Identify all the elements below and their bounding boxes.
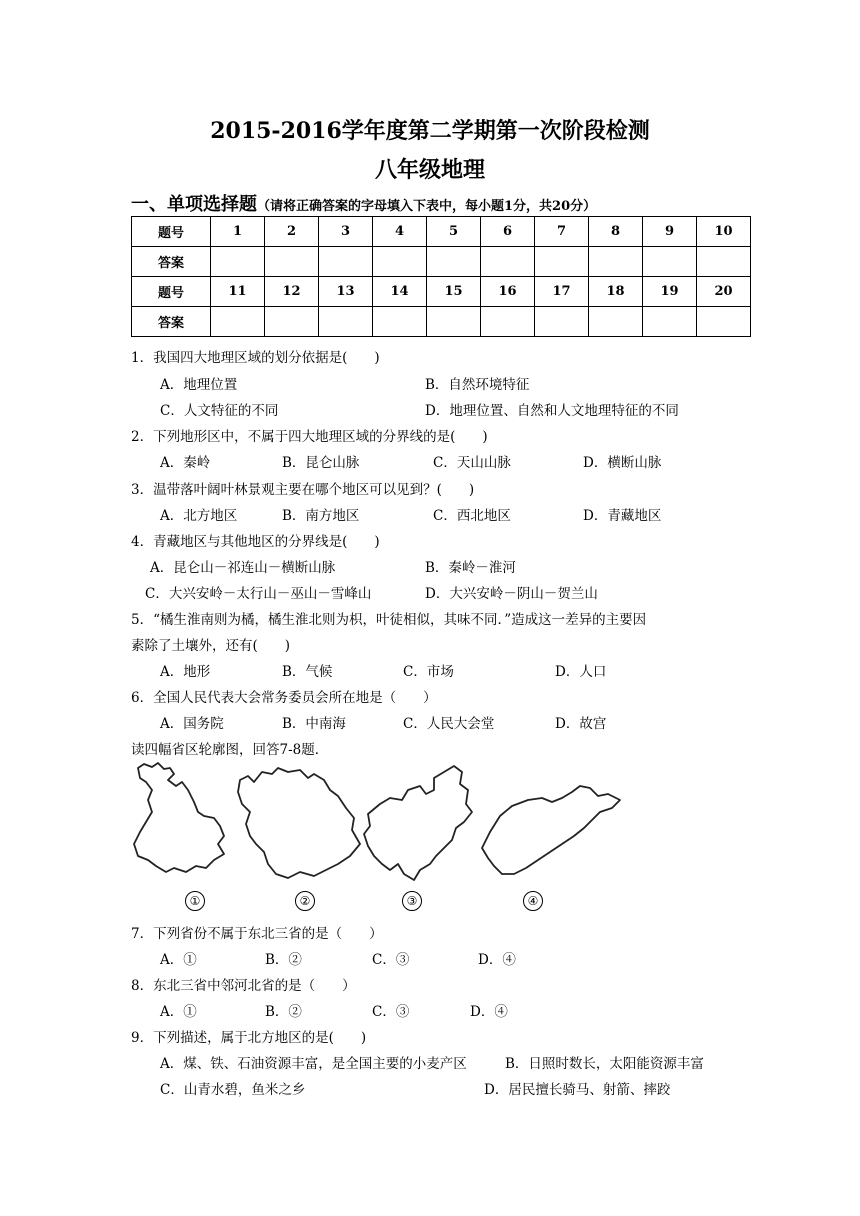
answer-cell[interactable] — [211, 247, 265, 277]
section-note: （请将正确答案的字母填入下表中，每小题1分，共20分） — [257, 199, 597, 214]
question-number-cell: 14 — [373, 277, 427, 307]
answer-cell[interactable] — [319, 247, 373, 277]
section-heading — [131, 190, 596, 216]
question-number-cell: 1 — [211, 217, 265, 247]
question-stem: 8．东北三省中邻河北省的是（ ） — [131, 978, 356, 994]
table-header-cell: 答案 — [132, 307, 211, 337]
answer-cell[interactable] — [265, 247, 319, 277]
option-b: B．中南海 — [282, 716, 346, 732]
question-number-cell: 8 — [589, 217, 643, 247]
question-number-cell: 5 — [427, 217, 481, 247]
answer-table — [131, 216, 751, 337]
option-b: B．气候 — [282, 664, 333, 680]
table-header-cell: 题号 — [132, 277, 211, 307]
map-label-2: ② — [295, 891, 315, 911]
option-c: C．市场 — [403, 664, 454, 680]
exam-subtitle: 八年级地理 — [374, 157, 485, 183]
question-stem: 3．温带落叶阔叶林景观主要在哪个地区可以见到？( ) — [131, 482, 475, 498]
question-number-cell: 20 — [697, 277, 751, 307]
option-a: A．国务院 — [160, 716, 224, 732]
option-b: B．秦岭－淮河 — [425, 560, 516, 576]
answer-cell[interactable] — [265, 307, 319, 337]
question-number-cell: 3 — [319, 217, 373, 247]
province-outline-1 — [134, 763, 224, 872]
question-stem: 7．下列省份不属于东北三省的是（ ） — [131, 926, 383, 942]
question-number-cell: 12 — [265, 277, 319, 307]
option-c: C．③ — [372, 1004, 410, 1020]
question-number-cell: 19 — [643, 277, 697, 307]
answer-cell[interactable] — [427, 307, 481, 337]
question-stem: 9．下列描述，属于北方地区的是( ) — [131, 1030, 367, 1046]
option-c: C．③ — [372, 952, 410, 968]
option-b: B．南方地区 — [282, 508, 360, 524]
table-row — [132, 307, 751, 337]
map-label-3: ③ — [402, 891, 422, 911]
answer-cell[interactable] — [697, 307, 751, 337]
answer-cell[interactable] — [481, 247, 535, 277]
province-outline-4 — [482, 786, 620, 874]
table-row — [132, 217, 751, 247]
option-c: C．天山山脉 — [433, 455, 511, 471]
question-stem: 1．我国四大地理区域的划分依据是( ) — [131, 350, 380, 366]
question-number-cell: 6 — [481, 217, 535, 247]
question-number-cell: 11 — [211, 277, 265, 307]
answer-cell[interactable] — [373, 247, 427, 277]
question-number-cell: 16 — [481, 277, 535, 307]
question-number-cell: 9 — [643, 217, 697, 247]
option-c: C．西北地区 — [433, 508, 511, 524]
answer-cell[interactable] — [373, 307, 427, 337]
map-label-1: ① — [185, 891, 205, 911]
question-number-cell: 4 — [373, 217, 427, 247]
answer-cell[interactable] — [535, 307, 589, 337]
option-a: A．煤、铁、石油资源丰富，是全国主要的小麦产区 — [160, 1056, 467, 1072]
answer-cell[interactable] — [211, 307, 265, 337]
option-c: C．人文特征的不同 — [160, 403, 279, 419]
option-b: B．② — [265, 952, 302, 968]
question-stem: 4．青藏地区与其他地区的分界线是( ) — [131, 534, 380, 550]
option-c: C．人民大会堂 — [403, 716, 495, 732]
option-d: D．地理位置、自然和人文地理特征的不同 — [425, 403, 679, 419]
option-a: A．① — [160, 952, 197, 968]
option-c: C．大兴安岭－太行山－巫山－雪峰山 — [145, 586, 372, 602]
question-number-cell: 7 — [535, 217, 589, 247]
option-d: D．大兴安岭－阴山－贺兰山 — [425, 586, 598, 602]
table-row — [132, 277, 751, 307]
option-a: A．昆仑山－祁连山－横断山脉 — [150, 560, 336, 576]
exam-title: 2015-2016学年度第二学期第一次阶段检测 — [210, 118, 650, 144]
option-d: D．青藏地区 — [583, 508, 662, 524]
option-b: B．昆仑山脉 — [282, 455, 360, 471]
question-number-cell: 15 — [427, 277, 481, 307]
answer-cell[interactable] — [589, 247, 643, 277]
province-outline-3 — [364, 766, 472, 880]
question-number-cell: 18 — [589, 277, 643, 307]
answer-cell[interactable] — [643, 247, 697, 277]
option-a: A．地形 — [160, 664, 211, 680]
question-number-cell: 13 — [319, 277, 373, 307]
option-d: D．④ — [470, 1004, 508, 1020]
table-header-cell: 答案 — [132, 247, 211, 277]
option-d: D．④ — [478, 952, 516, 968]
question-stem: 6．全国人民代表大会常务委员会所在地是（ ） — [131, 690, 437, 706]
answer-cell[interactable] — [481, 307, 535, 337]
answer-cell[interactable] — [589, 307, 643, 337]
option-a: A．地理位置 — [160, 377, 238, 393]
table-header-cell: 题号 — [132, 217, 211, 247]
section-title: 一、单项选择题 — [131, 194, 257, 215]
option-c: C．山青水碧，鱼米之乡 — [160, 1082, 306, 1098]
question-stem: 2．下列地形区中，不属于四大地理区域的分界线的是( ) — [131, 429, 488, 445]
answer-cell[interactable] — [535, 247, 589, 277]
option-a: A．① — [160, 1004, 197, 1020]
answer-cell[interactable] — [643, 307, 697, 337]
option-b: B．日照时数长，太阳能资源丰富 — [505, 1056, 704, 1072]
question-stem: 5．“橘生淮南则为橘，橘生淮北则为枳，叶徒相似，其味不同．”造成这一差异的主要因 — [131, 612, 647, 628]
answer-cell[interactable] — [427, 247, 481, 277]
answer-cell[interactable] — [319, 307, 373, 337]
table-row — [132, 247, 751, 277]
option-b: B．自然环境特征 — [425, 377, 530, 393]
province-outline-maps — [128, 760, 628, 915]
option-d: D．居民擅长骑马、射箭、摔跤 — [484, 1082, 671, 1098]
map-label-4: ④ — [523, 891, 543, 911]
option-d: D．故宫 — [555, 716, 607, 732]
question-number-cell: 2 — [265, 217, 319, 247]
option-a: A．秦岭 — [160, 455, 211, 471]
province-outline-2 — [238, 768, 360, 878]
option-d: D．横断山脉 — [583, 455, 662, 471]
option-d: D．人口 — [555, 664, 607, 680]
map-intro: 读四幅省区轮廓图，回答7-8题． — [131, 742, 329, 758]
question-number-cell: 17 — [535, 277, 589, 307]
option-b: B．② — [265, 1004, 302, 1020]
question-stem-continued: 素除了土壤外，还有( ) — [131, 638, 291, 654]
answer-cell[interactable] — [697, 247, 751, 277]
option-a: A．北方地区 — [160, 508, 238, 524]
question-number-cell: 10 — [697, 217, 751, 247]
